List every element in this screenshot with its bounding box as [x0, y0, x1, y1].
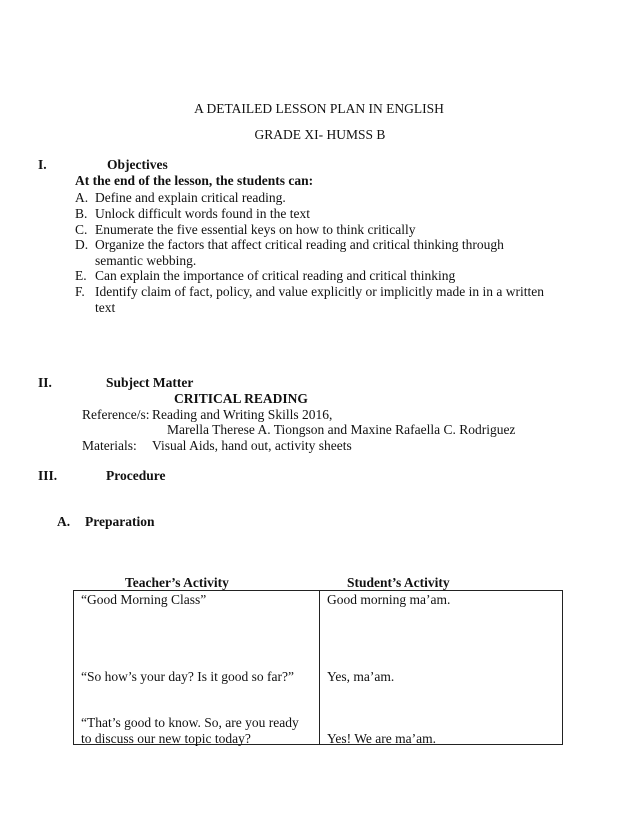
reference-line-1: Reading and Writing Skills 2016, [152, 407, 333, 422]
objective-letter: C. [75, 222, 88, 237]
reference-line-2: Marella Therese A. Tiongson and Maxine Rafaella C. Rodriguez [167, 422, 516, 437]
objective-letter: B. [75, 206, 88, 221]
teacher-activity-cell [74, 591, 320, 745]
materials-text: Visual Aids, hand out, activity sheets [152, 438, 352, 453]
subtitle-text: GRADE XI- HUMSS B [254, 127, 386, 142]
student-line: Good morning ma’am. [327, 592, 451, 607]
document-title [0, 101, 638, 117]
teacher-activity-header: Teacher’s Activity [125, 575, 229, 590]
teacher-line: to discuss our new topic today? [81, 731, 251, 746]
student-activity-header: Student’s Activity [347, 575, 450, 590]
teacher-line: “That’s good to know. So, are you ready [81, 715, 299, 730]
title-text: A DETAILED LESSON PLAN IN ENGLISH [194, 101, 444, 116]
document-subtitle [0, 127, 638, 143]
teacher-line: “Good Morning Class” [81, 592, 207, 607]
objective-text: Unlock difficult words found in the text [95, 206, 310, 221]
objective-text-continued: semantic webbing. [95, 253, 197, 268]
table-row [74, 591, 563, 745]
objective-text-continued: text [95, 300, 116, 315]
objective-text: Organize the factors that affect critical reading and critical thinking through [95, 237, 504, 252]
objective-text: Define and explain critical reading. [95, 190, 286, 205]
section1-numeral: I. [38, 157, 47, 172]
objectives-intro: At the end of the lesson, the students can: [75, 173, 314, 188]
objective-text: Enumerate the five essential keys on how to think critically [95, 222, 416, 237]
section2-numeral: II. [38, 375, 52, 390]
teacher-line: “So how’s your day? Is it good so far?” [81, 669, 294, 684]
section3-heading: Procedure [106, 468, 166, 483]
student-activity-cell [320, 591, 563, 745]
subject-topic: CRITICAL READING [174, 391, 308, 406]
reference-label: Reference/s: [82, 407, 150, 422]
subsection-heading: Preparation [85, 514, 155, 529]
objective-letter: A. [75, 190, 89, 205]
student-line: Yes, ma’am. [327, 669, 395, 684]
objective-letter: D. [75, 237, 89, 252]
section3-numeral: III. [38, 468, 58, 483]
section2-heading: Subject Matter [106, 375, 194, 390]
section1-heading: Objectives [107, 157, 168, 172]
objective-text: Identify claim of fact, policy, and value explicitly or implicitly made in in a written [95, 284, 544, 299]
student-line: Yes! We are ma’am. [327, 731, 437, 746]
objective-letter: F. [75, 284, 85, 299]
objective-text: Can explain the importance of critical reading and critical thinking [95, 268, 456, 283]
materials-label: Materials: [82, 438, 137, 453]
subsection-letter: A. [57, 514, 71, 529]
activity-table [73, 590, 563, 745]
objective-letter: E. [75, 268, 87, 283]
